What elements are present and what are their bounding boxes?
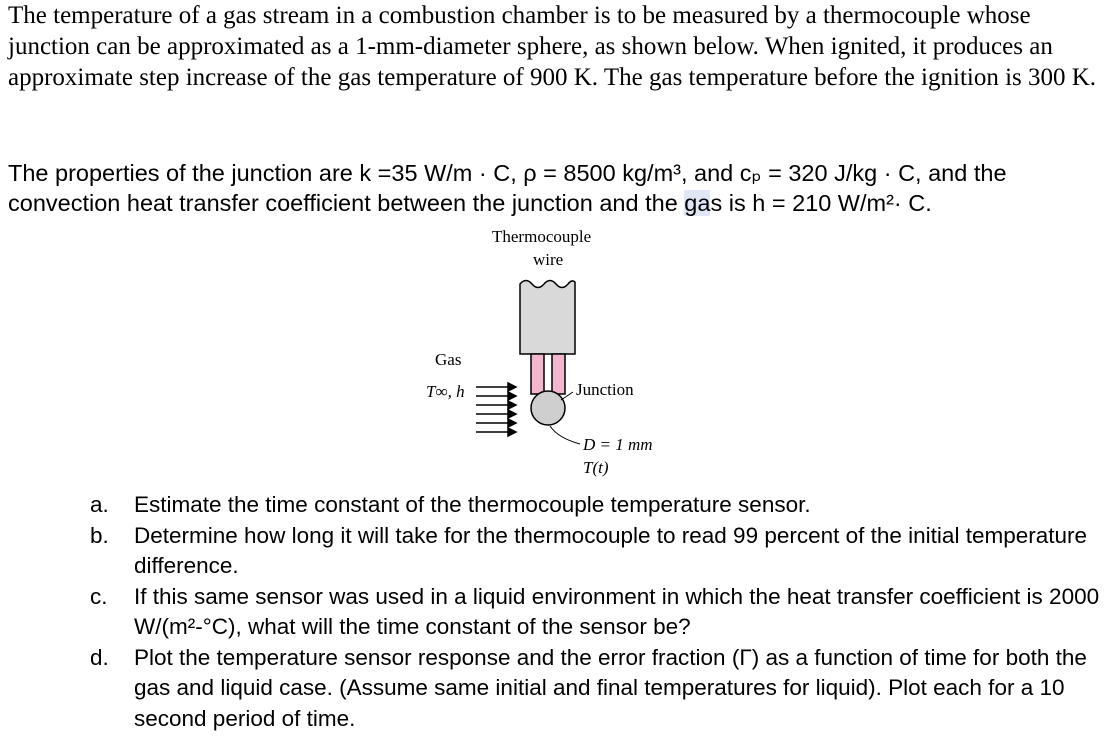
wire-lead-left xyxy=(531,354,544,394)
question-text: If this same sensor was used in a liquid environment in which the heat transfer coefficient is 2000 W/(m²-°C), what will the time constant of the sensor be? xyxy=(134,583,1100,639)
temperature-label: T(t) xyxy=(583,458,609,477)
problem-intro: The temperature of a gas stream in a combustion chamber is to be measured by a thermocouple whose junction can be approximated as a 1-mm-diameter sphere, as shown below. When ignited, it produces an approximate step increase of the gas temperature of 900 K. The gas temperature before the ignition is 300 K. xyxy=(8,2,1097,91)
thermocouple-figure xyxy=(400,222,720,488)
gas-label: Gas xyxy=(435,350,462,369)
junction-sphere xyxy=(531,391,565,425)
junction-properties xyxy=(8,158,1098,218)
wire-sheath xyxy=(520,281,575,355)
wire-lead-right xyxy=(552,354,565,394)
wire-label-second-line: wire xyxy=(533,250,564,269)
junction-label: Junction xyxy=(576,380,634,399)
properties-text-end: s is h = 210 W/m²· C. xyxy=(710,190,932,216)
question-marker: a. xyxy=(90,492,109,517)
question-text: Plot the temperature sensor response and the error fraction (Γ) as a function of time for both the gas and liquid case. (Assume same initial and final temperatures for liquid). Plot each for a 10 second period of time. xyxy=(134,644,1087,731)
question-a xyxy=(0,490,1104,521)
question-text: Determine how long it will take for the thermocouple to read 99 percent of the initial temperature difference. xyxy=(134,522,1088,578)
thermocouple-drawing xyxy=(400,222,720,488)
question-marker: c. xyxy=(90,583,108,609)
diameter-label: D = 1 mm xyxy=(583,435,653,454)
question-c xyxy=(0,582,1104,643)
gas-symbols: T∞, h xyxy=(426,382,465,401)
highlighted-text: ga xyxy=(684,190,711,216)
question-marker: b. xyxy=(90,522,109,548)
question-text: Estimate the time constant of the thermocouple temperature sensor. xyxy=(134,492,811,517)
properties-text: The properties of the junction are k =35 W/m · C, ρ = 8500 kg/m³, and cₚ = 320 J/kg · C, and the convection heat transfer coefficient between the junction and the xyxy=(8,160,1007,216)
question-b xyxy=(0,521,1104,582)
gas-flow-arrows xyxy=(476,383,516,436)
diameter-pointer xyxy=(550,426,580,444)
question-marker: d. xyxy=(90,644,109,670)
question-list xyxy=(0,490,1104,734)
wire-label: Thermocouple xyxy=(492,227,592,246)
question-d xyxy=(0,643,1104,735)
